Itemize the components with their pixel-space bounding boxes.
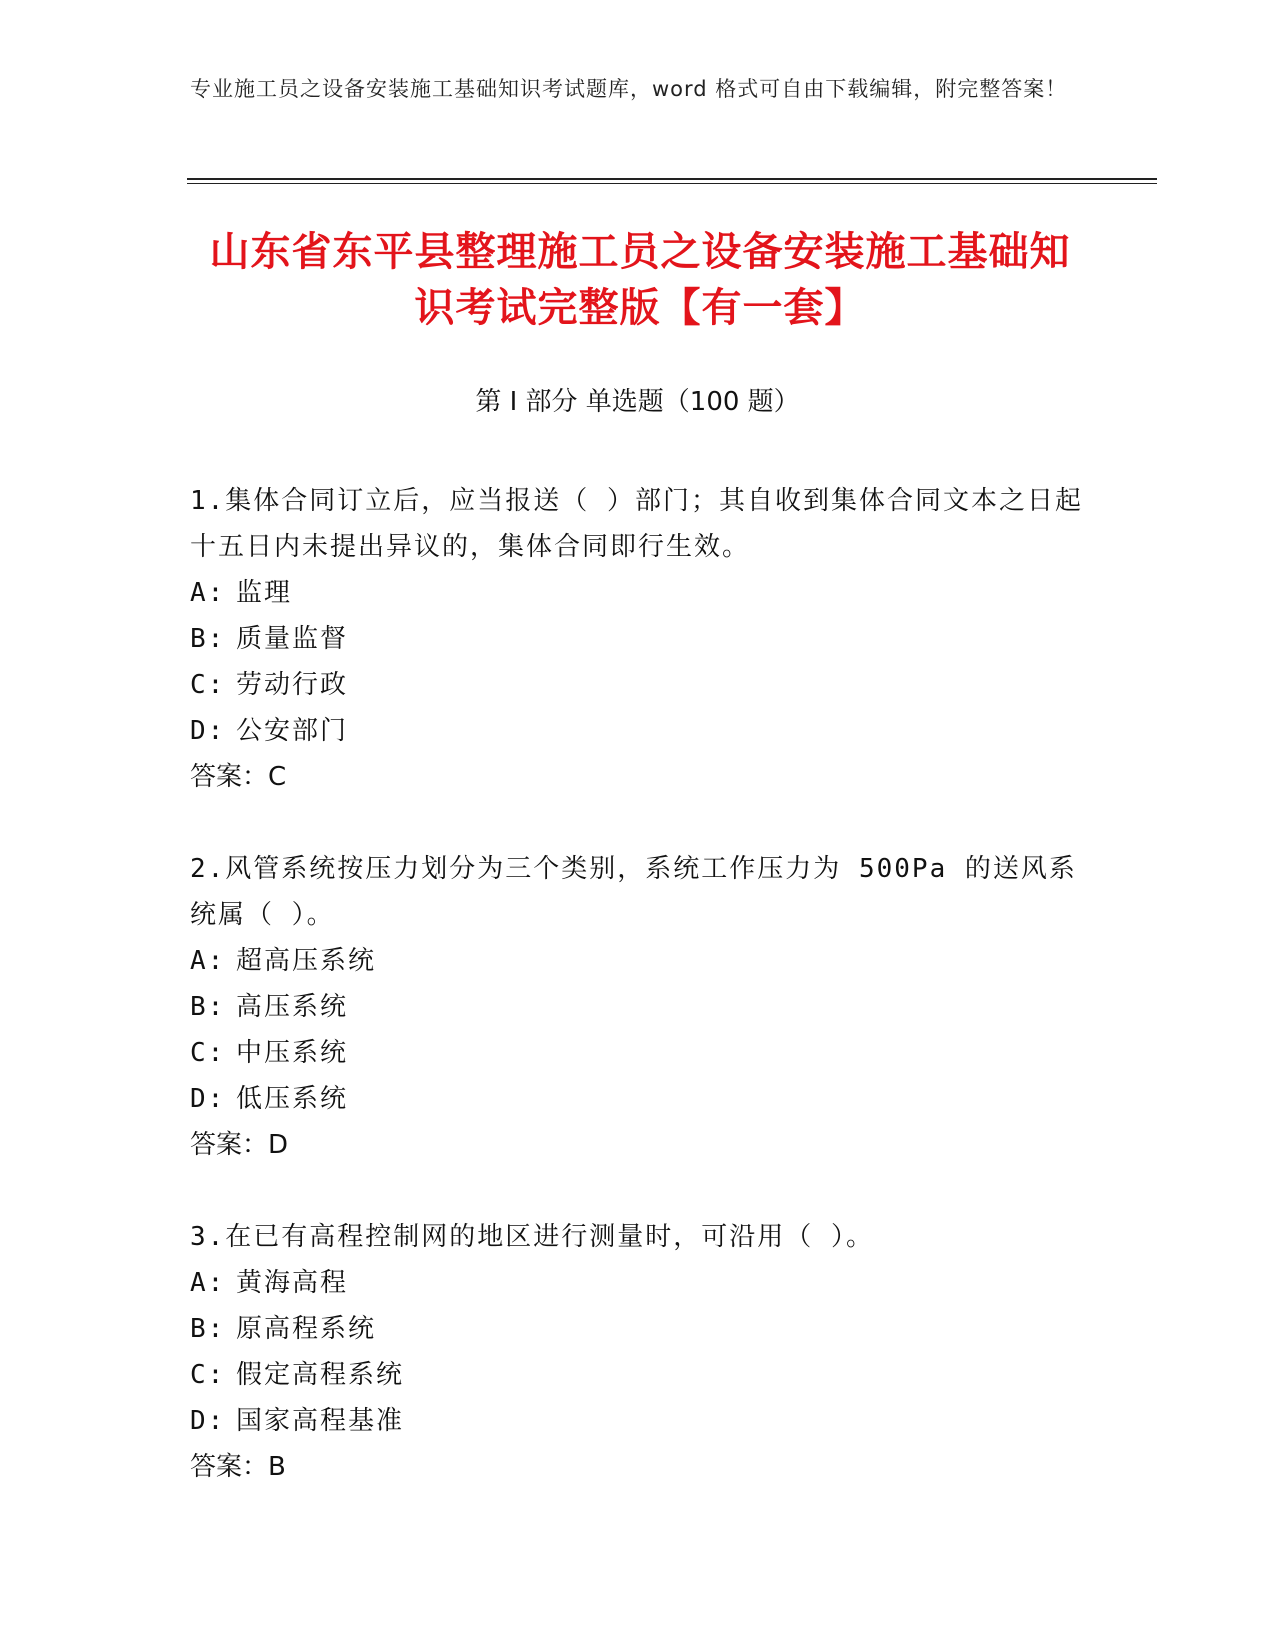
option-letter: C: [190,1038,226,1068]
option-text: 劳动行政 [236,670,349,700]
option-text: 监理 [236,578,293,608]
option-a [190,938,1090,984]
option-letter: D: [190,716,226,746]
option-text: 黄海高程 [236,1268,349,1298]
option-letter: A: [190,1268,226,1298]
option-b [190,616,1090,662]
answer-line: 答案：C [190,762,287,792]
header-rule-thick [187,178,1157,180]
option-text: 国家高程基准 [236,1406,405,1436]
option-text: 低压系统 [236,1084,349,1114]
option-b [190,1306,1090,1352]
option-text: 超高压系统 [236,946,377,976]
option-d [190,1076,1090,1122]
option-a [190,1260,1090,1306]
document-title: 山东省东平县整理施工员之设备安装施工基础知识考试完整版【有一套】 [209,229,1071,331]
header-note: 专业施工员之设备安装施工基础知识考试题库，word 格式可自由下载编辑，附完整答案！ [190,77,1068,101]
option-letter: A: [190,946,226,976]
answer-line: 答案：B [190,1452,286,1482]
question-2 [190,846,1090,1168]
option-c [190,662,1090,708]
option-letter: C: [190,1360,226,1390]
question-list [190,478,1090,1536]
question-3 [190,1214,1090,1490]
option-text: 原高程系统 [236,1314,377,1344]
option-c [190,1352,1090,1398]
question-stem: 1.集体合同订立后，应当报送（ ）部门；其自收到集体合同文本之日起十五日内未提出异议的，集体合同即行生效。 [190,486,1083,562]
option-letter: D: [190,1084,226,1114]
option-text: 公安部门 [236,716,349,746]
question-stem: 3.在已有高程控制网的地区进行测量时，可沿用（ ）。 [190,1222,874,1252]
option-text: 高压系统 [236,992,349,1022]
option-text: 假定高程系统 [236,1360,405,1390]
option-letter: D: [190,1406,226,1436]
option-d [190,1398,1090,1444]
option-letter: B: [190,1314,226,1344]
question-stem: 2.风管系统按压力划分为三个类别，系统工作压力为 500Pa 的送风系统属（ ）。 [190,854,1077,930]
option-a [190,570,1090,616]
option-letter: C: [190,670,226,700]
option-text: 中压系统 [236,1038,349,1068]
header-rule-thin [187,183,1157,184]
option-b [190,984,1090,1030]
option-letter: B: [190,624,226,654]
option-text: 质量监督 [236,624,349,654]
answer-line: 答案：D [190,1130,289,1160]
section-heading: 第 I 部分 单选题（100 题） [475,387,800,417]
option-d [190,708,1090,754]
question-1 [190,478,1090,800]
option-letter: A: [190,578,226,608]
option-c [190,1030,1090,1076]
option-letter: B: [190,992,226,1022]
